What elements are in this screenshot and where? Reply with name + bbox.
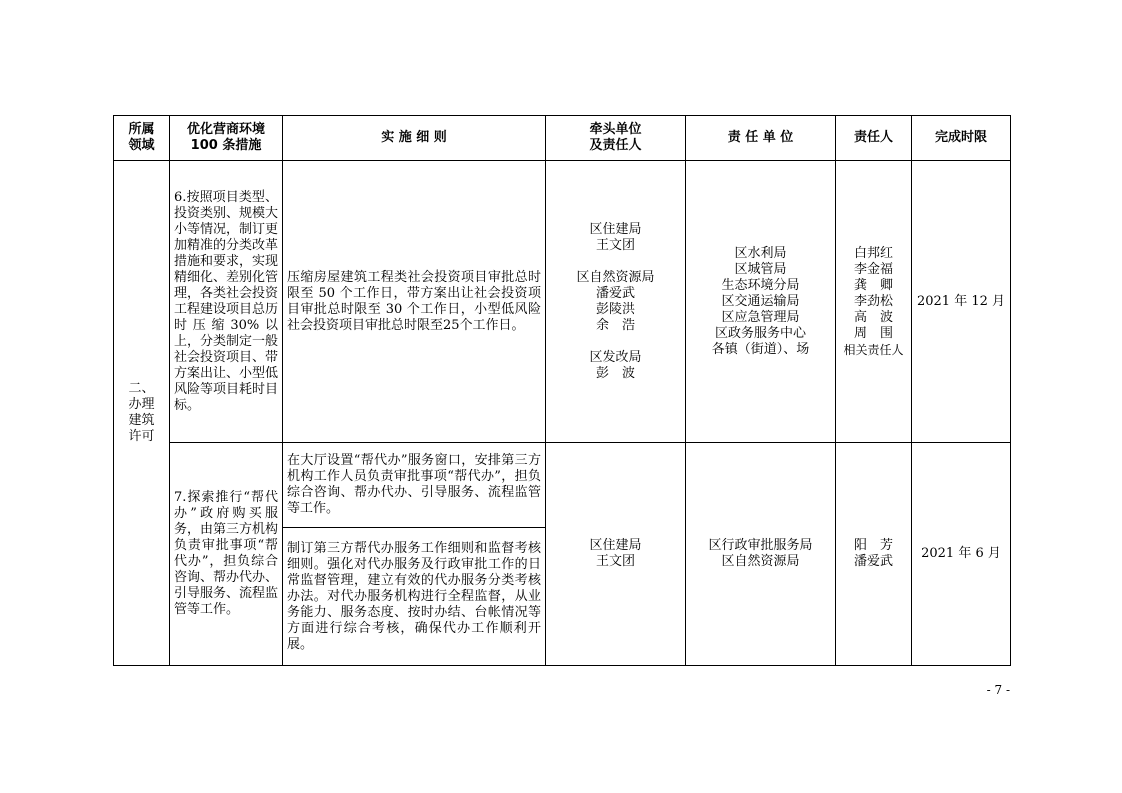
units-cell: 区水利局 区城管局 生态环境分局 区交通运输局 区应急管理局 区政务服务中心 各镇（街道）、场 xyxy=(686,161,836,443)
table-row xyxy=(114,161,1011,443)
header-domain: 所属 领域 xyxy=(114,116,170,161)
deadline-cell: 2021 年 6 月 xyxy=(912,443,1011,666)
persons-cell xyxy=(836,161,912,443)
header-units: 责 任 单 位 xyxy=(686,116,836,161)
table-row xyxy=(114,443,1011,528)
header-lead: 牵头单位 及责任人 xyxy=(546,116,686,161)
header-detail: 实 施 细 则 xyxy=(283,116,546,161)
detail-cell: 制订第三方帮代办服务工作细则和监督考核细则。强化对代办服务及行政审批工作的日常监督管理，建立有效的代办服务分类考核办法。对代办服务机构进行全程监督，从业务能力、服务态度、按时办结、台帐情况等方面进行综合考核，确保代办工作顺利开展。 xyxy=(283,528,546,666)
header-persons: 责任人 xyxy=(836,116,912,161)
persons-cell: 阳 芳 潘爱武 xyxy=(836,443,912,666)
detail-cell: 在大厅设置“帮代办”服务窗口，安排第三方机构工作人员负责审批事项“帮代办”，担负综合咨询、帮办代办、引导服务、流程监管等工作。 xyxy=(283,443,546,528)
domain-cell: 二、 办理 建筑 许可 xyxy=(114,161,170,666)
header-deadline: 完成时限 xyxy=(912,116,1011,161)
units-cell: 区行政审批服务局 区自然资源局 xyxy=(686,443,836,666)
page-number: - 7 - xyxy=(986,683,1010,697)
detail-cell: 压缩房屋建筑工程类社会投资项目审批总时限至 50 个工作日，带方案出让社会投资项目审批总时限至 30 个工作日，小型低风险社会投资项目审批总时限至25个工作日。 xyxy=(283,161,546,443)
persons-list: 白邦红 李金福 龚 卿 李劲松 高 波 周 围 xyxy=(853,245,893,341)
lead-cell: 区住建局 王文团 区自然资源局 潘爱武 彭陵洪 余 浩 区发改局 彭 波 xyxy=(546,161,686,443)
measures-table xyxy=(113,115,1011,666)
persons-extra: 相关责任人 xyxy=(843,342,904,357)
deadline-cell: 2021 年 12 月 xyxy=(912,161,1011,443)
header-measure: 优化营商环境 100 条措施 xyxy=(170,116,283,161)
measure-cell: 7.探索推行“帮代办”政府购买服务，由第三方机构负责审批事项“帮代办”，担负综合咨询、帮办代办、引导服务、流程监管等工作。 xyxy=(170,443,283,666)
measure-cell: 6.按照项目类型、投资类别、规模大小等情况，制订更加精准的分类改革措施和要求，实现精细化、差别化管理，各类社会投资工程建设项目总历时压缩30%以上，分类制定一般社会投资项目、带方案出让、小型低风险等项目耗时目标。 xyxy=(170,161,283,443)
header-row xyxy=(114,116,1011,161)
lead-cell: 区住建局 王文团 xyxy=(546,443,686,666)
